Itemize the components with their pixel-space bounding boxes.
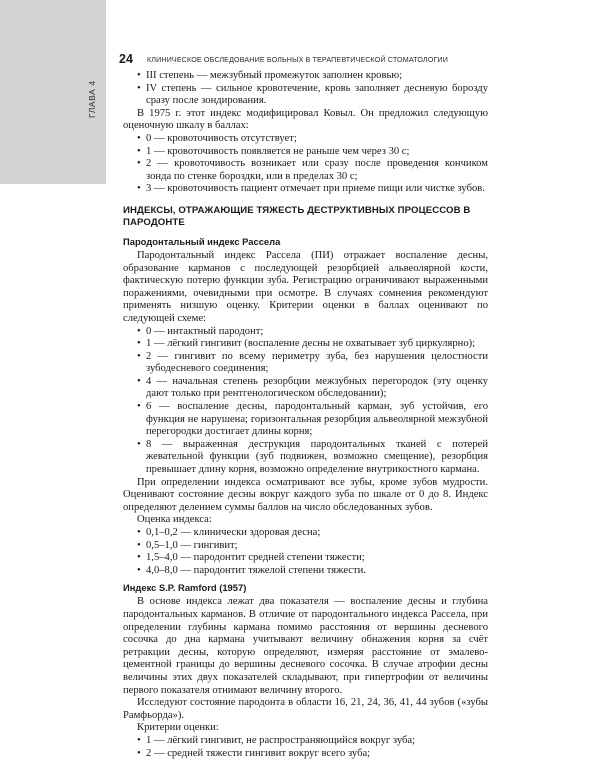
kovyl-scale-list <box>123 133 488 196</box>
chapter-label: ГЛАВА 4 <box>87 80 97 118</box>
list-item: • 2 — гингивит по всему периметру зуба, без нарушения целостности зубодесневого соединения; <box>123 351 488 376</box>
list-item: • 2 — средней тяжести гингивит вокруг всего зуба; <box>123 748 488 760</box>
list-item: • 2 — кровоточивость возникает или сразу после проведения кончиком зонда по стенке бороздки, или в пределах 30 с; <box>123 158 488 183</box>
list-item: • 0,5–1,0 — гингивит; <box>123 540 488 553</box>
page-number: 24 <box>119 52 133 66</box>
list-item: • 0 — кровоточивость отсутствует; <box>123 133 488 146</box>
list-item: • 1 — лёгкий гингивит (воспаление десны не охватывает зуб циркулярно); <box>123 338 488 351</box>
russell-eval-title: Оценка индекса: <box>123 514 488 527</box>
list-item: • 0,1–0,2 — клинически здоровая десна; <box>123 527 488 540</box>
ramfjord-heading: Индекс S.P. Ramford (1957) <box>123 582 488 594</box>
russell-eval-list <box>123 527 488 577</box>
ramfjord-criteria-list <box>123 735 488 760</box>
russell-paragraph: Пародонтальный индекс Рассела (ПИ) отражает воспаление десны, образование карманов с последующей резорбцией альвеолярной кости, фактическую потерю функции зуба. Регистрацию ограничивают выраженными поражениями, очевидными при осмотре. В случаях сомнения рекомендуют применять низшую оценку. Критерии оценки в баллах оценивают по следующей схеме: <box>123 250 488 326</box>
russell-criteria-list <box>123 326 488 477</box>
kovyl-intro-paragraph: В 1975 г. этот индекс модифицировал Ковыл. Он предложил следующую оценочную шкалу в баллах: <box>123 108 488 133</box>
ramfjord-teeth-paragraph: Исследуют состояние пародонта в области 16, 21, 24, 36, 41, 44 зубов («зубы Рамфьорда»). <box>123 697 488 722</box>
list-item: • 3 — кровоточивость пациент отмечает при приеме пищи или чистке зубов. <box>123 183 488 196</box>
page-body <box>123 70 488 760</box>
page-header <box>119 52 491 68</box>
list-item: • 4 — начальная степень резорбции межзубных перегородок (эту оценку дают только при рентгенологическом обследовании); <box>123 376 488 401</box>
list-item: • 4,0–8,0 — пародонтит тяжелой степени тяжести. <box>123 565 488 578</box>
section-heading: ИНДЕКСЫ, ОТРАЖАЮЩИЕ ТЯЖЕСТЬ ДЕСТРУКТИВНЫХ ПРОЦЕССОВ В ПАРОДОНТЕ <box>123 205 488 229</box>
list-item: • III степень — межзубный промежуток заполнен кровью; <box>123 70 488 83</box>
list-item: • 1 — лёгкий гингивит, не распространяющийся вокруг зуба; <box>123 735 488 748</box>
list-item: • IV степень — сильное кровотечение, кровь заполняет десневую борозду сразу после зондирования. <box>123 83 488 108</box>
russell-heading: Пародонтальный индекс Рассела <box>123 236 488 248</box>
chapter-side-tab <box>0 0 106 184</box>
list-item: • 0 — интактный пародонт; <box>123 326 488 339</box>
list-item: • 6 — воспаление десны, пародонтальный карман, зуб устойчив, его функция не нарушена; горизонтальная резорбция альвеолярной межзубной перегородки достигает длины корня; <box>123 401 488 439</box>
running-title: КЛИНИЧЕСКОЕ ОБСЛЕДОВАНИЕ БОЛЬНЫХ В ТЕРАПЕВТИЧЕСКОЙ СТОМАТОЛОГИИ <box>147 55 448 64</box>
list-item: • 1 — кровоточивость появляется не раньше чем через 30 с; <box>123 146 488 159</box>
russell-method-paragraph: При определении индекса осматривают все зубы, кроме зубов мудрости. Оценивают состояние десны вокруг каждого зуба по шкале от 0 до 8. Индекс определяют делением суммы баллов на число обследованных зубов. <box>123 477 488 515</box>
list-item: • 1,5–4,0 — пародонтит средней степени тяжести; <box>123 552 488 565</box>
ramfjord-paragraph: В основе индекса лежат два показателя — воспаление десны и глубина пародонтальных карманов. В отличие от пародонтального индекса Рассела, при определении глубины кармана помимо расстояния от вершины десневого сосочка до дна кармана учитывают величину обнажения корня за счёт ретракции десны, которую определяют, измеряя расстояние от эмалево-цементной границы до вершины десневого сосочка. В случае атрофии десны величины этих двух показателей складывают, при гипертрофии от величины первого показателя отнимают величину второго. <box>123 596 488 697</box>
list-item: • 8 — выраженная деструкция пародонтальных тканей с потерей жевательной функции (зуб подвижен, возможно смещение), резорбция превышает длину корня, возможно определение внутрикостного кармана. <box>123 439 488 477</box>
bleeding-degree-list <box>123 70 488 108</box>
ramfjord-criteria-title: Критерии оценки: <box>123 722 488 735</box>
